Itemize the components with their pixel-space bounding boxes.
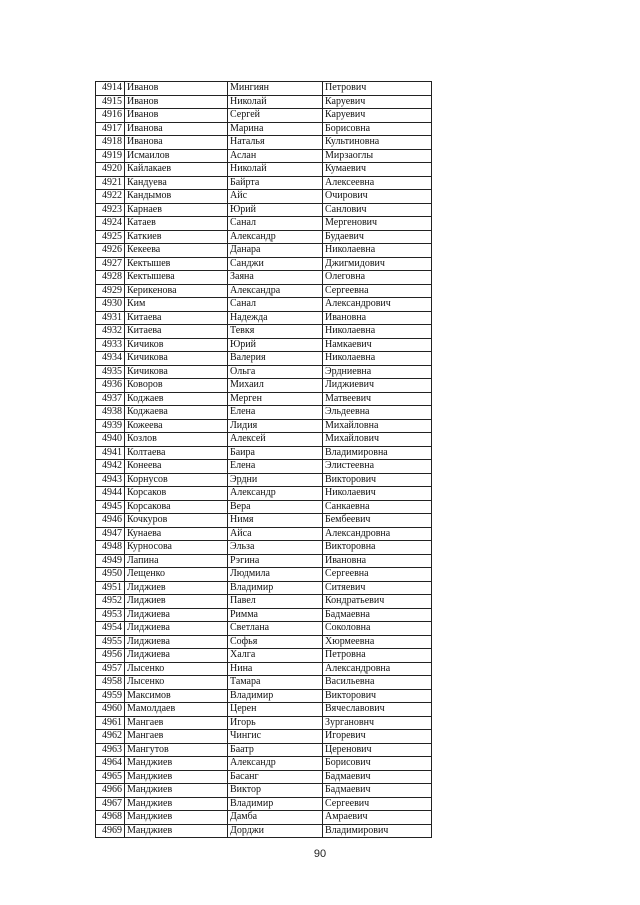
table-row [96,163,432,177]
first-name-cell: Владимир [228,581,323,595]
row-number-cell: 4958 [96,676,125,690]
table-row [96,770,432,784]
row-number-cell: 4925 [96,230,125,244]
table-row [96,190,432,204]
first-name-cell: Игорь [228,716,323,730]
patronymic-cell: Эрдниевна [323,365,432,379]
row-number-cell: 4954 [96,622,125,636]
first-name-cell: Санал [228,217,323,231]
first-name-cell: Павел [228,595,323,609]
last-name-cell: Кектышев [125,257,228,271]
patronymic-cell: Амраевич [323,811,432,825]
last-name-cell: Исмаилов [125,149,228,163]
patronymic-cell: Васильевна [323,676,432,690]
patronymic-cell: Борисовна [323,122,432,136]
table-row [96,325,432,339]
table-row [96,730,432,744]
table-row [96,622,432,636]
first-name-cell: Владимир [228,689,323,703]
table-row [96,662,432,676]
table-row [96,500,432,514]
table-row [96,176,432,190]
patronymic-cell: Кондратьевич [323,595,432,609]
table-row [96,824,432,838]
first-name-cell: Дамба [228,811,323,825]
last-name-cell: Коворов [125,379,228,393]
table-row [96,311,432,325]
row-number-cell: 4968 [96,811,125,825]
patronymic-cell: Бадмаевич [323,784,432,798]
patronymic-cell: Очирович [323,190,432,204]
last-name-cell: Кектышева [125,271,228,285]
first-name-cell: Вера [228,500,323,514]
first-name-cell: Ольга [228,365,323,379]
patronymic-cell: Вячеславович [323,703,432,717]
patronymic-cell: Викторовна [323,541,432,555]
table-row [96,338,432,352]
table-row [96,419,432,433]
last-name-cell: Корсаков [125,487,228,501]
patronymic-cell: Александрович [323,298,432,312]
first-name-cell: Александр [228,487,323,501]
row-number-cell: 4966 [96,784,125,798]
last-name-cell: Каткиев [125,230,228,244]
row-number-cell: 4946 [96,514,125,528]
roster-table [95,81,432,838]
table-row [96,514,432,528]
patronymic-cell: Викторович [323,473,432,487]
first-name-cell: Чингис [228,730,323,744]
table-row [96,527,432,541]
first-name-cell: Сергей [228,109,323,123]
row-number-cell: 4935 [96,365,125,379]
patronymic-cell: Николаевна [323,352,432,366]
row-number-cell: 4938 [96,406,125,420]
row-number-cell: 4955 [96,635,125,649]
first-name-cell: Мерген [228,392,323,406]
first-name-cell: Халга [228,649,323,663]
last-name-cell: Кичикова [125,365,228,379]
table-row [96,122,432,136]
first-name-cell: Светлана [228,622,323,636]
patronymic-cell: Церенович [323,743,432,757]
table-row [96,203,432,217]
table-row [96,649,432,663]
row-number-cell: 4936 [96,379,125,393]
table-row [96,136,432,150]
patronymic-cell: Олеговна [323,271,432,285]
last-name-cell: Лапина [125,554,228,568]
last-name-cell: Коджаева [125,406,228,420]
row-number-cell: 4959 [96,689,125,703]
first-name-cell: Мингиян [228,82,323,96]
table-row [96,257,432,271]
row-number-cell: 4961 [96,716,125,730]
row-number-cell: 4957 [96,662,125,676]
last-name-cell: Кандуева [125,176,228,190]
row-number-cell: 4940 [96,433,125,447]
first-name-cell: Данара [228,244,323,258]
first-name-cell: Заяна [228,271,323,285]
row-number-cell: 4965 [96,770,125,784]
last-name-cell: Манджиев [125,757,228,771]
row-number-cell: 4914 [96,82,125,96]
first-name-cell: Басанг [228,770,323,784]
patronymic-cell: Михайлович [323,433,432,447]
row-number-cell: 4960 [96,703,125,717]
patronymic-cell: Эльдеевна [323,406,432,420]
last-name-cell: Манджиев [125,784,228,798]
last-name-cell: Керикенова [125,284,228,298]
row-number-cell: 4969 [96,824,125,838]
last-name-cell: Карнаев [125,203,228,217]
last-name-cell: Корнусов [125,473,228,487]
table-row [96,487,432,501]
first-name-cell: Владимир [228,797,323,811]
row-number-cell: 4923 [96,203,125,217]
first-name-cell: Тевкя [228,325,323,339]
first-name-cell: Нимя [228,514,323,528]
last-name-cell: Корсакова [125,500,228,514]
last-name-cell: Лещенко [125,568,228,582]
table-row [96,406,432,420]
first-name-cell: Николай [228,163,323,177]
patronymic-cell: Владимирович [323,824,432,838]
last-name-cell: Мангутов [125,743,228,757]
roster-table-body [96,82,432,838]
row-number-cell: 4964 [96,757,125,771]
last-name-cell: Коджаев [125,392,228,406]
row-number-cell: 4918 [96,136,125,150]
last-name-cell: Манджиев [125,797,228,811]
table-row [96,784,432,798]
first-name-cell: Александр [228,230,323,244]
table-row [96,716,432,730]
row-number-cell: 4928 [96,271,125,285]
patronymic-cell: Санкаевна [323,500,432,514]
row-number-cell: 4915 [96,95,125,109]
first-name-cell: Эльза [228,541,323,555]
last-name-cell: Кочкуров [125,514,228,528]
row-number-cell: 4922 [96,190,125,204]
row-number-cell: 4963 [96,743,125,757]
patronymic-cell: Александровна [323,527,432,541]
patronymic-cell: Бадмаевич [323,770,432,784]
last-name-cell: Максимов [125,689,228,703]
row-number-cell: 4916 [96,109,125,123]
row-number-cell: 4949 [96,554,125,568]
last-name-cell: Кайлакаев [125,163,228,177]
patronymic-cell: Борисович [323,757,432,771]
last-name-cell: Мангаев [125,730,228,744]
patronymic-cell: Бембеевич [323,514,432,528]
patronymic-cell: Ивановна [323,554,432,568]
last-name-cell: Иванов [125,82,228,96]
first-name-cell: Александр [228,757,323,771]
last-name-cell: Манджиев [125,824,228,838]
row-number-cell: 4924 [96,217,125,231]
last-name-cell: Лиджиева [125,635,228,649]
first-name-cell: Софья [228,635,323,649]
patronymic-cell: Будаевич [323,230,432,244]
table-row [96,352,432,366]
table-row [96,298,432,312]
table-row [96,149,432,163]
patronymic-cell: Сергеевна [323,284,432,298]
first-name-cell: Юрий [228,338,323,352]
table-row [96,608,432,622]
first-name-cell: Виктор [228,784,323,798]
row-number-cell: 4919 [96,149,125,163]
table-row [96,433,432,447]
last-name-cell: Кекеева [125,244,228,258]
row-number-cell: 4926 [96,244,125,258]
first-name-cell: Байрта [228,176,323,190]
patronymic-cell: Элистеевна [323,460,432,474]
row-number-cell: 4927 [96,257,125,271]
row-number-cell: 4929 [96,284,125,298]
last-name-cell: Лысенко [125,676,228,690]
last-name-cell: Курносова [125,541,228,555]
patronymic-cell: Матвеевич [323,392,432,406]
patronymic-cell: Джигмидович [323,257,432,271]
first-name-cell: Айса [228,527,323,541]
row-number-cell: 4941 [96,446,125,460]
patronymic-cell: Мергенович [323,217,432,231]
table-row [96,676,432,690]
table-row [96,541,432,555]
first-name-cell: Нина [228,662,323,676]
first-name-cell: Санджи [228,257,323,271]
first-name-cell: Лидия [228,419,323,433]
row-number-cell: 4921 [96,176,125,190]
row-number-cell: 4967 [96,797,125,811]
row-number-cell: 4917 [96,122,125,136]
patronymic-cell: Петрович [323,82,432,96]
last-name-cell: Лысенко [125,662,228,676]
patronymic-cell: Санлович [323,203,432,217]
last-name-cell: Китаева [125,311,228,325]
last-name-cell: Мангаев [125,716,228,730]
last-name-cell: Лиджиева [125,649,228,663]
first-name-cell: Елена [228,406,323,420]
first-name-cell: Дорджи [228,824,323,838]
row-number-cell: 4943 [96,473,125,487]
row-number-cell: 4931 [96,311,125,325]
patronymic-cell: Хюрмеевна [323,635,432,649]
first-name-cell: Наталья [228,136,323,150]
patronymic-cell: Соколовна [323,622,432,636]
patronymic-cell: Культиновна [323,136,432,150]
patronymic-cell: Каруевич [323,109,432,123]
last-name-cell: Иванов [125,109,228,123]
table-row [96,743,432,757]
row-number-cell: 4947 [96,527,125,541]
patronymic-cell: Михайловна [323,419,432,433]
table-row [96,797,432,811]
table-row [96,230,432,244]
patronymic-cell: Намкаевич [323,338,432,352]
patronymic-cell: Ивановна [323,311,432,325]
table-row [96,284,432,298]
row-number-cell: 4950 [96,568,125,582]
row-number-cell: 4939 [96,419,125,433]
table-row [96,217,432,231]
last-name-cell: Китаева [125,325,228,339]
patronymic-cell: Ситяевич [323,581,432,595]
first-name-cell: Валерия [228,352,323,366]
first-name-cell: Аслан [228,149,323,163]
row-number-cell: 4920 [96,163,125,177]
patronymic-cell: Николаевич [323,487,432,501]
first-name-cell: Баира [228,446,323,460]
patronymic-cell: Николаевна [323,244,432,258]
patronymic-cell: Зургановнч [323,716,432,730]
table-row [96,757,432,771]
first-name-cell: Надежда [228,311,323,325]
table-row [96,460,432,474]
table-row [96,554,432,568]
last-name-cell: Кандымов [125,190,228,204]
last-name-cell: Иванов [125,95,228,109]
last-name-cell: Кичиков [125,338,228,352]
last-name-cell: Конеева [125,460,228,474]
first-name-cell: Людмила [228,568,323,582]
table-row [96,635,432,649]
first-name-cell: Эрдни [228,473,323,487]
first-name-cell: Алексей [228,433,323,447]
first-name-cell: Церен [228,703,323,717]
row-number-cell: 4948 [96,541,125,555]
row-number-cell: 4952 [96,595,125,609]
last-name-cell: Козлов [125,433,228,447]
table-row [96,595,432,609]
page-number: 90 [313,848,327,860]
last-name-cell: Лиджиева [125,608,228,622]
table-row [96,379,432,393]
table-row [96,82,432,96]
last-name-cell: Манджиев [125,811,228,825]
row-number-cell: 4934 [96,352,125,366]
table-row [96,446,432,460]
row-number-cell: 4953 [96,608,125,622]
last-name-cell: Кичикова [125,352,228,366]
table-row [96,244,432,258]
patronymic-cell: Владимировна [323,446,432,460]
last-name-cell: Иванова [125,122,228,136]
patronymic-cell: Викторович [323,689,432,703]
first-name-cell: Баатр [228,743,323,757]
first-name-cell: Юрий [228,203,323,217]
row-number-cell: 4942 [96,460,125,474]
table-row [96,689,432,703]
table-row [96,109,432,123]
patronymic-cell: Мирзаоглы [323,149,432,163]
table-row [96,365,432,379]
row-number-cell: 4956 [96,649,125,663]
row-number-cell: 4944 [96,487,125,501]
last-name-cell: Манджиев [125,770,228,784]
table-row [96,95,432,109]
row-number-cell: 4933 [96,338,125,352]
last-name-cell: Мамолдаев [125,703,228,717]
first-name-cell: Рэгина [228,554,323,568]
first-name-cell: Римма [228,608,323,622]
patronymic-cell: Лиджиевич [323,379,432,393]
table-row [96,392,432,406]
last-name-cell: Катаев [125,217,228,231]
row-number-cell: 4932 [96,325,125,339]
patronymic-cell: Игоревич [323,730,432,744]
table-row [96,811,432,825]
table-row [96,473,432,487]
row-number-cell: 4945 [96,500,125,514]
table-row [96,703,432,717]
first-name-cell: Михаил [228,379,323,393]
patronymic-cell: Николаевна [323,325,432,339]
row-number-cell: 4930 [96,298,125,312]
first-name-cell: Александра [228,284,323,298]
last-name-cell: Кожеева [125,419,228,433]
last-name-cell: Колтаева [125,446,228,460]
last-name-cell: Ким [125,298,228,312]
table-row [96,271,432,285]
patronymic-cell: Кумаевич [323,163,432,177]
first-name-cell: Марина [228,122,323,136]
table-row [96,568,432,582]
patronymic-cell: Сергеевич [323,797,432,811]
patronymic-cell: Александровна [323,662,432,676]
first-name-cell: Елена [228,460,323,474]
last-name-cell: Лиджиев [125,581,228,595]
roster-sheet [95,81,427,838]
last-name-cell: Иванова [125,136,228,150]
first-name-cell: Тамара [228,676,323,690]
patronymic-cell: Бадмаевна [323,608,432,622]
row-number-cell: 4937 [96,392,125,406]
row-number-cell: 4962 [96,730,125,744]
row-number-cell: 4951 [96,581,125,595]
patronymic-cell: Петровна [323,649,432,663]
patronymic-cell: Каруевич [323,95,432,109]
table-row [96,581,432,595]
first-name-cell: Санал [228,298,323,312]
last-name-cell: Лиджиев [125,595,228,609]
last-name-cell: Лиджиева [125,622,228,636]
first-name-cell: Николай [228,95,323,109]
first-name-cell: Айс [228,190,323,204]
patronymic-cell: Алексеевна [323,176,432,190]
patronymic-cell: Сергеевна [323,568,432,582]
last-name-cell: Кунаева [125,527,228,541]
